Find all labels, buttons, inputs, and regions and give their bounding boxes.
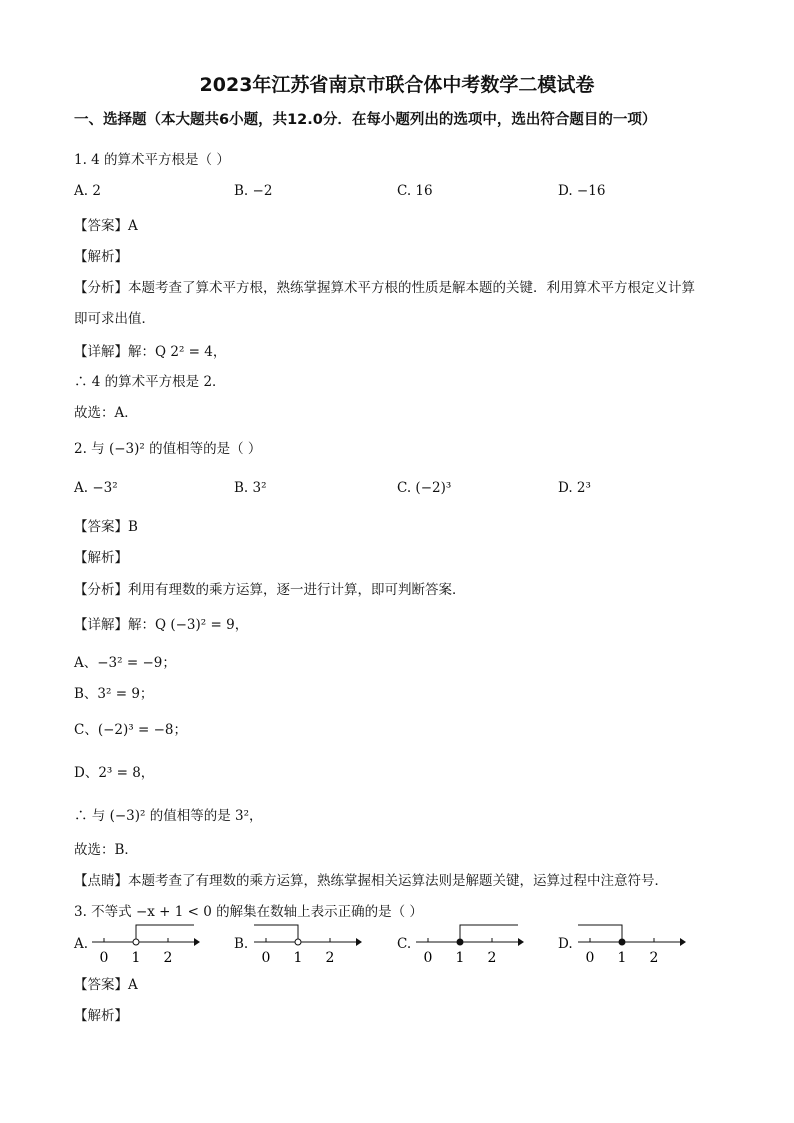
tick-label-2: 2 (649, 950, 659, 965)
q3-stem: 3. 不等式 −x + 1 < 0 的解集在数轴上表示正确的是（ ） (74, 904, 423, 920)
q3-option-a-letter: A. (74, 936, 89, 952)
q2-conclusion: ∴ 与 (−3)² 的值相等的是 3²， (74, 808, 263, 824)
q2-detail: 【详解】解：Q (−3)² = 9， (74, 617, 249, 633)
q3-option-c-letter: C. (397, 936, 412, 952)
q3-option-a-number-line (90, 920, 200, 965)
q2-option-a: A. −3² (74, 480, 118, 496)
q3-option-d-letter: D. (558, 936, 573, 952)
page-title: 2023年江苏省南京市联合体中考数学二模试卷 (199, 74, 595, 96)
q2-item-a: A、−3² = −9； (74, 655, 176, 671)
q2-item-b: B、3² = 9； (74, 686, 154, 702)
q2-answer: 【答案】B (74, 519, 138, 535)
tick-label-2: 2 (163, 950, 173, 965)
q1-analysis-line2: 即可求出值． (74, 311, 155, 327)
tick-label-1: 1 (617, 950, 627, 965)
tick-label-2: 2 (487, 950, 497, 965)
q3-answer: 【答案】A (74, 977, 138, 993)
tick-label-0: 0 (585, 950, 595, 965)
q3-option-d-number-line (576, 920, 686, 965)
q2-option-c: C. (−2)³ (397, 480, 452, 496)
q3-option-c-number-line (414, 920, 524, 965)
tick-label-1: 1 (293, 950, 303, 965)
q2-choose: 故选：B． (74, 842, 138, 858)
tick-label-0: 0 (423, 950, 433, 965)
q1-analysis-label: 【解析】 (74, 249, 128, 265)
q1-option-c: C. 16 (397, 183, 433, 199)
q2-option-d: D. 2³ (558, 480, 591, 496)
q2-option-b: B. 3² (234, 480, 267, 496)
section-heading: 一、选择题（本大题共6小题，共12.0分．在每小题列出的选项中，选出符合题目的一项） (74, 112, 657, 128)
q3-analysis-label: 【解析】 (74, 1008, 128, 1024)
q3-option-b-number-line (252, 920, 362, 965)
q1-option-b: B. −2 (234, 183, 273, 199)
tick-label-1: 1 (455, 950, 465, 965)
tick-label-1: 1 (131, 950, 141, 965)
tick-label-0: 0 (261, 950, 271, 965)
q1-analysis-line1: 【分析】本题考查了算术平方根，熟练掌握算术平方根的性质是解本题的关键．利用算术平方根定义计算 (74, 280, 695, 296)
q1-conclusion: ∴ 4 的算术平方根是 2． (74, 374, 226, 390)
q1-choose: 故选：A． (74, 405, 138, 421)
tick-label-2: 2 (325, 950, 335, 965)
tick-label-0: 0 (99, 950, 109, 965)
q1-stem: 1. 4 的算术平方根是（ ） (74, 152, 230, 168)
q2-stem: 2. 与 (−3)² 的值相等的是（ ） (74, 441, 262, 457)
q1-detail: 【详解】解：Q 2² = 4， (74, 344, 227, 360)
q2-comment: 【点睛】本题考查了有理数的乘方运算，熟练掌握相关运算法则是解题关键，运算过程中注意符号． (74, 873, 668, 889)
q2-item-d: D、2³ = 8， (74, 765, 155, 781)
q2-item-c: C、(−2)³ = −8； (74, 722, 187, 738)
q3-option-b-letter: B. (234, 936, 249, 952)
q1-answer: 【答案】A (74, 218, 138, 234)
q1-option-a: A. 2 (74, 183, 101, 199)
q2-analysis: 【分析】利用有理数的乘方运算，逐一进行计算，即可判断答案． (74, 582, 466, 598)
q1-option-d: D. −16 (558, 183, 606, 199)
q2-analysis-label: 【解析】 (74, 550, 128, 566)
